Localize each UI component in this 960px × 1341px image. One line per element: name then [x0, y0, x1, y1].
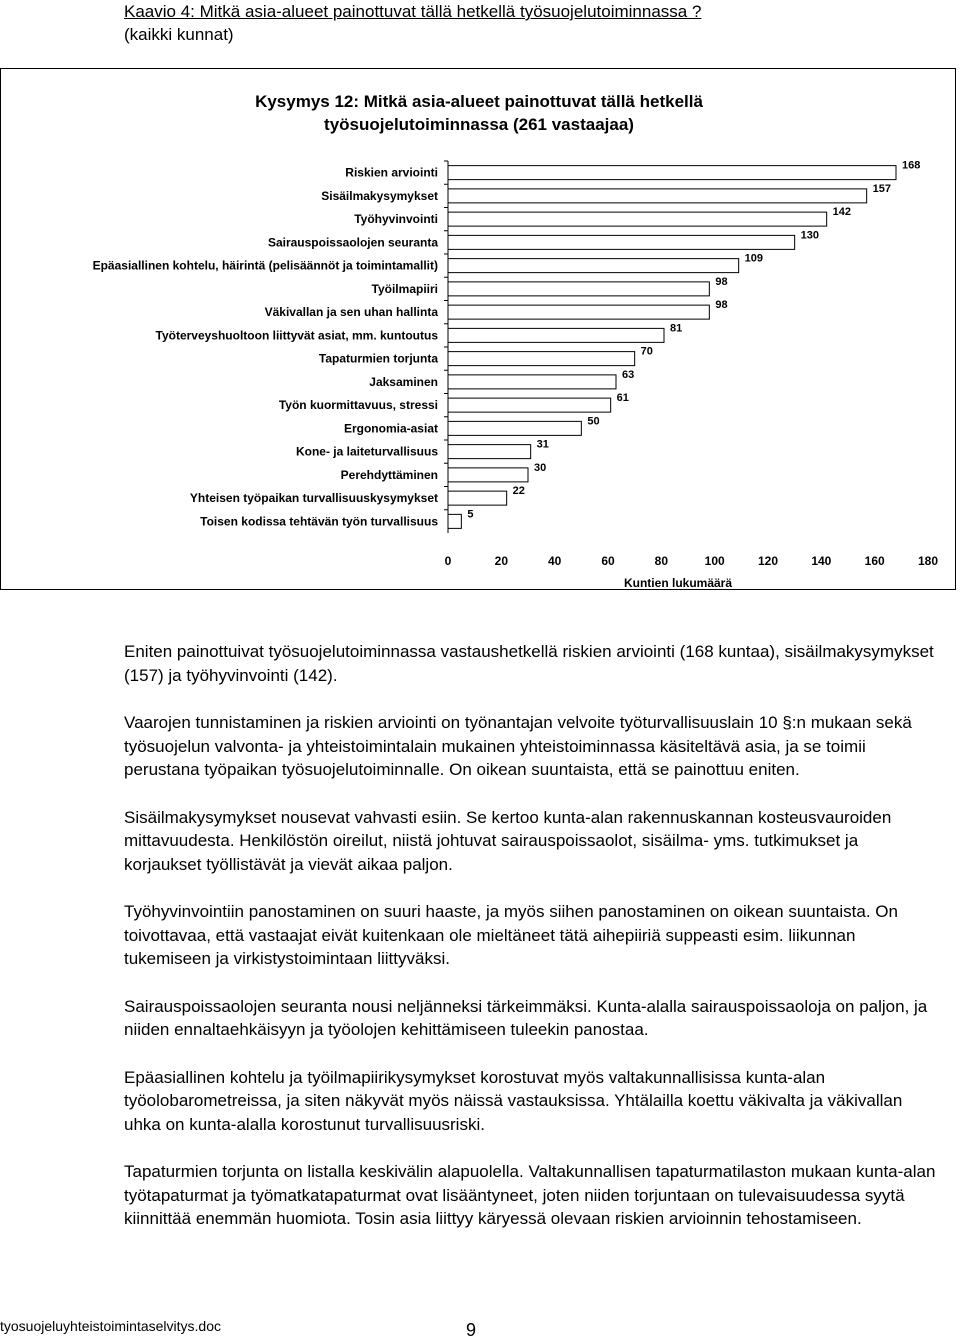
- x-tick-label: 80: [654, 554, 669, 568]
- footer-filename: tyosuojeluyhteistoimintaselvitys.doc: [0, 1318, 221, 1334]
- paragraph: Eniten painottuivat työsuojelutoiminnassa vastaushetkellä riskien arviointi (168 kuntaa), sisäilmakysymykset (157) ja työhyvinvointi (142).: [124, 642, 934, 685]
- category-label: Sisäilmakysymykset: [321, 188, 438, 203]
- bar: [448, 514, 461, 528]
- bar: [448, 235, 795, 249]
- category-label: Riskien arviointi: [345, 165, 438, 180]
- x-tick-label: 120: [757, 554, 779, 568]
- bar: [448, 352, 635, 366]
- paragraph: Vaarojen tunnistaminen ja riskien arviointi on työnantajan velvoite työturvallisuuslain 10 §:n mukaan sekä työsuojelun valvonta- ja yhteistoimintalain mukainen yhteistoiminnassa käsiteltävä asia, ja se toimii perustana työpaikan työsuojelutoiminnalle. On oikean suuntaista, että se painottuu eniten.: [124, 713, 912, 779]
- body-text: [124, 640, 936, 1255]
- x-tick-label: 20: [494, 554, 509, 568]
- x-tick-label: 100: [704, 554, 725, 568]
- category-label: Sairauspoissaolojen seuranta: [267, 235, 438, 250]
- data-label: 70: [640, 345, 653, 358]
- data-label: 22: [512, 485, 525, 498]
- caption-line-1: [124, 2, 701, 21]
- x-tick-label: 40: [547, 554, 562, 568]
- bar: [448, 421, 581, 435]
- data-label: 5: [467, 508, 474, 521]
- caption-prefix: Kaavio 4: [124, 2, 191, 21]
- category-label: Työn kuormittavuus, stressi: [278, 398, 438, 413]
- x-tick-label: 60: [601, 554, 615, 568]
- x-axis-label: Kuntien lukumäärä: [623, 576, 733, 589]
- bar: [448, 375, 616, 389]
- chart-title-line: työsuojelutoiminnassa (261 vastaajaa): [324, 115, 634, 134]
- figure-caption: [124, 0, 924, 46]
- data-label: 130: [800, 229, 820, 242]
- bar: [448, 212, 827, 226]
- data-label: 109: [744, 252, 764, 265]
- data-label: 30: [534, 461, 547, 474]
- data-label: 61: [616, 392, 629, 405]
- x-tick-label: 0: [444, 554, 452, 568]
- category-label: Toisen kodissa tehtävän työn turvallisuus: [200, 514, 438, 529]
- category-label: Jaksaminen: [369, 374, 438, 389]
- paragraph: Tapaturmien torjunta on listalla keskivälin alapuolella. Valtakunnallisen tapaturmatilaston mukaan kunta-alan työtapaturmat ja työmatkatapaturmat ovat lisääntyneet, joten niiden torjuntaan on tulevaisuudessa syytä kiinnittää enemmän huomiota. Tosin asia liittyy käryessä olevaan riskien arvioinnin tehostamiseen.: [124, 1162, 936, 1228]
- category-label: Epäasiallinen kohtelu, häirintä (pelisäännöt ja toimintamallit): [92, 258, 438, 273]
- caption-text: : Mitkä asia-alueet painottuvat tällä hetkellä työsuojelutoiminnassa ?: [190, 2, 702, 21]
- bar: [448, 468, 528, 482]
- x-tick-label: 140: [811, 554, 832, 568]
- paragraph: Sisäilmakysymykset nousevat vahvasti esiin. Se kertoo kunta-alan rakennuskannan kosteusvauroiden mittavuudesta. Henkilöstön oireilut, niistä johtuvat sairauspoissaolot, sisäilma- yms. tutkimukset ja korjaukset työllistävät ja vievät aikaa paljon.: [124, 807, 892, 874]
- bar: [448, 305, 709, 319]
- bar: [448, 189, 867, 203]
- bar: [448, 328, 664, 342]
- category-label: Tapaturmien torjunta: [318, 351, 438, 366]
- data-label: 157: [872, 182, 892, 195]
- chart-title-line: Kysymys 12: Mitkä asia-alueet painottuvat tällä hetkellä: [255, 92, 703, 111]
- category-label: Perehdyttäminen: [340, 467, 438, 482]
- data-label: 63: [622, 368, 635, 381]
- data-label: 98: [715, 299, 728, 312]
- data-label: 81: [670, 322, 683, 335]
- x-tick-label: 160: [864, 554, 885, 568]
- bar: [448, 282, 709, 296]
- bar: [448, 259, 739, 273]
- data-label: 142: [832, 206, 852, 219]
- bar-chart: [1, 69, 955, 589]
- category-label: Väkivallan ja sen uhan hallinta: [264, 305, 438, 320]
- chart-frame: [0, 68, 956, 590]
- page-number: 9: [466, 1320, 477, 1340]
- category-label: Ergonomia-asiat: [343, 421, 438, 436]
- bar: [448, 491, 507, 505]
- paragraph: Työhyvinvointiin panostaminen on suuri haaste, ja myös siihen panostaminen on oikean suuntaista. On toivottavaa, että vastaajat eivät kuitenkaan ole mieltäneet tätä aihepiiriä suppeasti esim. liikunnan tukemiseen ja virkistystoimintaan liittyväksi.: [124, 902, 898, 968]
- data-label: 31: [536, 438, 549, 451]
- bar: [448, 166, 896, 180]
- data-label: 50: [587, 415, 600, 428]
- category-label: Kone- ja laiteturvallisuus: [295, 444, 438, 459]
- data-label: 168: [902, 159, 921, 172]
- bar: [448, 445, 531, 459]
- bar: [448, 398, 611, 412]
- x-tick-label: 180: [917, 554, 939, 568]
- data-label: 98: [715, 275, 728, 288]
- category-label: Työhyvinvointi: [354, 212, 438, 227]
- category-label: Työilmapiiri: [371, 281, 438, 296]
- paragraph: Sairauspoissaolojen seuranta nousi neljänneksi tärkeimmäksi. Kunta-alalla sairauspoissaoloja on paljon, ja niiden ennaltaehkäisyyn ja työolojen kehittämiseen tuleekin panostaa.: [124, 996, 928, 1039]
- paragraph: Epäasiallinen kohtelu ja työilmapiirikysymykset korostuvat myös valtakunnallisissa kunta-alan työolobarometreissa, ja siten näkyvät myös näissä vastauksissa. Yhtälailla koettu väkivalta ja väkivallan uhka on kunta-alalla korostunut turvallisuusriski.: [124, 1067, 903, 1134]
- category-label: Yhteisen työpaikan turvallisuuskysymykset: [189, 491, 438, 506]
- caption-line-2: (kaikki kunnat): [124, 25, 234, 44]
- category-label: Työterveyshuoltoon liittyvät asiat, mm. kuntoutus: [155, 328, 438, 343]
